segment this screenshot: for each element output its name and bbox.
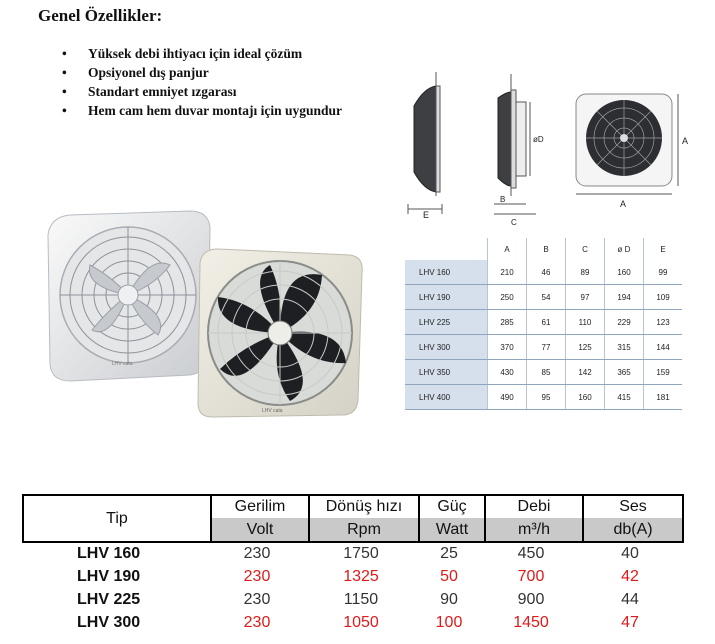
spec-column-title: Ses [584,496,682,518]
dimensions-value: 85 [527,360,566,385]
dimensions-value: 415 [605,385,644,410]
spec-value: 900 [517,591,545,608]
spec-table [22,494,684,635]
spec-value: 44 [621,591,639,608]
dimensions-value: 61 [527,310,566,335]
spec-column-unit: Rpm [310,518,418,541]
spec-row [22,612,684,635]
dimensions-row [405,360,682,385]
spec-model: LHV 225 [77,591,141,608]
dimensions-value: 365 [605,360,644,385]
spec-value: 450 [517,545,545,562]
dimensions-model: LHV 400 [405,385,488,410]
spec-value: 700 [517,568,545,585]
spec-column-voltage [210,496,308,541]
spec-column-unit: db(A) [584,518,682,541]
dimensions-value: 194 [605,285,644,310]
dimensions-value: 46 [527,260,566,285]
dim-label-b: B [500,195,506,204]
spec-model: LHV 190 [77,568,141,585]
spec-column-title: Gerilim [212,496,308,518]
spec-model: LHV 300 [77,614,141,631]
spec-value: 100 [435,614,463,631]
spec-column-unit: Volt [212,518,308,541]
dimensions-value: 490 [488,385,527,410]
dimensions-value: 229 [605,310,644,335]
feature-item: • Opsiyonel dış panjur [62,63,368,82]
dimensions-value: 89 [566,260,605,285]
dimensions-value: 95 [527,385,566,410]
dimensions-value: 370 [488,335,527,360]
dimensions-row [405,285,682,310]
dimensions-header-blank [405,238,488,260]
spec-value: 1150 [343,591,379,608]
spec-header-tip: Tip [106,509,128,527]
spec-value: 90 [440,591,458,608]
spec-value: 1050 [343,614,379,631]
dimensions-model: LHV 300 [405,335,488,360]
dimensions-row [405,260,682,285]
dimensions-model: LHV 160 [405,260,488,285]
dimensions-row [405,335,682,360]
spec-model: LHV 160 [77,545,141,562]
dimensions-row [405,310,682,335]
spec-value: 42 [621,568,639,585]
spec-column-flow [484,496,582,541]
spec-column-title: Debi [486,496,582,518]
technical-drawings [398,64,698,234]
spec-value: 230 [243,614,271,631]
spec-body [22,543,684,635]
dimensions-value: 159 [644,360,683,385]
spec-value: 230 [243,591,271,608]
fan-white [48,211,210,381]
spec-header [22,494,684,543]
dimensions-header-cell: A [488,238,527,260]
spec-value: 47 [621,614,639,631]
dimensions-value: 160 [605,260,644,285]
dimensions-value: 99 [644,260,683,285]
dimensions-header-cell: B [527,238,566,260]
dimensions-header-cell: E [644,238,683,260]
feature-item: • Hem cam hem duvar montajı için uygundur [62,101,368,120]
spec-value: 230 [243,568,271,585]
dimensions-value: 144 [644,335,683,360]
spec-row [22,589,684,612]
spec-row [22,566,684,589]
spec-column-noise [582,496,682,541]
dimensions-value: 123 [644,310,683,335]
dimensions-value: 210 [488,260,527,285]
spec-column-title: Dönüş hızı [310,496,418,518]
dimensions-value: 54 [527,285,566,310]
spec-column-power [418,496,484,541]
dimensions-table [405,238,682,410]
dimensions-row [405,385,682,410]
fan-beige [198,249,362,417]
dimensions-header-cell: C [566,238,605,260]
dim-label-c: C [511,218,517,227]
dimensions-header-cell: ø D [605,238,644,260]
dimensions-value: 110 [566,310,605,335]
feature-item: • Standart emniyet ızgarası [62,82,368,101]
spec-column-unit: m³/h [486,518,582,541]
feature-item: • Yüksek debi ihtiyacı için ideal çözüm [62,44,368,63]
side-view-bc [494,74,544,227]
spec-row [22,543,684,566]
dim-label-a-bottom: A [620,199,627,209]
side-view-e [408,72,442,220]
feature-list [62,44,368,120]
photo-label-right: LHV cata [262,408,283,414]
dimensions-value: 250 [488,285,527,310]
dimensions-value: 430 [488,360,527,385]
dim-label-a-side: A [682,136,689,146]
dimensions-header-row [405,238,682,260]
dimensions-model: LHV 350 [405,360,488,385]
spec-column-speed [308,496,418,541]
dim-label-od-side: øD [533,135,544,144]
spec-value: 1325 [343,568,379,585]
spec-value: 40 [621,545,639,562]
dimensions-value: 181 [644,385,683,410]
dimensions-model: LHV 225 [405,310,488,335]
dimensions-model: LHV 190 [405,285,488,310]
front-view [576,94,688,209]
dim-label-e: E [423,210,430,220]
dimensions-value: 97 [566,285,605,310]
dimensions-value: 160 [566,385,605,410]
spec-value: 230 [243,545,271,562]
spec-value: 1450 [513,614,549,631]
dimensions-value: 315 [605,335,644,360]
spec-column-unit: Watt [420,518,484,541]
photo-label-left: LHV cata [112,361,133,367]
spec-column-title: Güç [420,496,484,518]
dimensions-value: 125 [566,335,605,360]
dimensions-value: 142 [566,360,605,385]
spec-value: 25 [440,545,458,562]
product-photo [30,205,375,420]
page-heading: Genel Özellikler: [38,6,163,25]
dimensions-value: 77 [527,335,566,360]
spec-value: 1750 [343,545,379,562]
spec-value: 50 [440,568,458,585]
dimensions-value: 109 [644,285,683,310]
dimensions-value: 285 [488,310,527,335]
